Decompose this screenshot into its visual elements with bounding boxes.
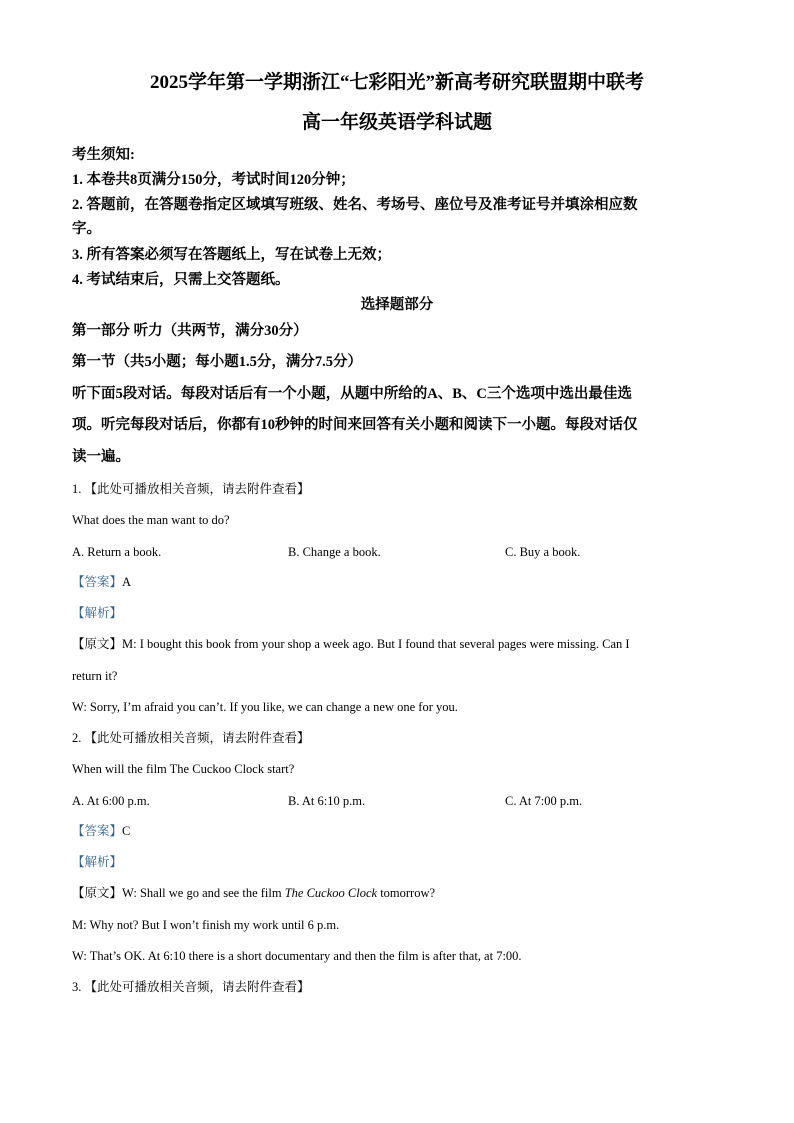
- analysis-label: 【解析】: [72, 606, 123, 620]
- notice-item: 2. 答题前，在答题卷指定区域填写班级、姓名、考场号、座位号及准考证号并填涂相应数: [72, 197, 638, 213]
- page-title: 2025学年第一学期浙江“七彩阳光”新高考研究联盟期中联考: [149, 72, 644, 93]
- audio-link-q1[interactable]: 1. 【此处可播放相关音频，请去附件查看】: [72, 482, 310, 496]
- notice-item: 3. 所有答案必须写在答题纸上，写在试卷上无效；: [72, 247, 391, 263]
- option-a: A. Return a book.: [72, 545, 162, 559]
- audio-link-q3[interactable]: 3. 【此处可播放相关音频，请去附件查看】: [72, 980, 310, 994]
- original-label: 【原文】: [72, 637, 123, 651]
- question-stem: What does the man want to do?: [72, 513, 230, 527]
- answer-value: C: [122, 824, 131, 838]
- transcript-text: W: Shall we go and see the film: [122, 886, 285, 900]
- instructions-line: 读一遍。: [72, 449, 130, 465]
- notice-item: 4. 考试结束后，只需上交答题纸。: [72, 272, 290, 288]
- option-c: C. Buy a book.: [505, 545, 581, 559]
- analysis-label: 【解析】: [72, 855, 123, 869]
- option-b: B. At 6:10 p.m.: [288, 794, 366, 808]
- answer-label: 【答案】: [72, 575, 123, 589]
- transcript-text: tomorrow?: [377, 886, 436, 900]
- original-line: [72, 887, 435, 900]
- transcript-text: M: Why not? But I won’t finish my work until 6 p.m.: [72, 918, 340, 932]
- instructions-line: 项。听完每段对话后，你都有10秒钟的时间来回答有关小题和阅读下一小题。每段对话仅: [72, 417, 638, 433]
- page-subtitle: 高一年级英语学科试题: [301, 112, 492, 133]
- question-stem: When will the film The Cuckoo Clock start?: [72, 762, 295, 776]
- option-c: C. At 7:00 p.m.: [505, 794, 583, 808]
- answer-value: A: [122, 575, 132, 589]
- answer-line: [72, 825, 130, 838]
- notice-item: 字。: [72, 221, 101, 237]
- option-a: A. At 6:00 p.m.: [72, 794, 150, 808]
- answer-line: [72, 576, 131, 589]
- transcript-text: return it?: [72, 669, 118, 683]
- part-heading: 第一部分 听力（共两节，满分30分）: [72, 323, 308, 339]
- notice-heading: 考生须知:: [72, 147, 135, 163]
- answer-label: 【答案】: [72, 824, 123, 838]
- option-b: B. Change a book.: [288, 545, 381, 559]
- transcript-text: M: I bought this book from your shop a week ago. But I found that several pages were missing. Can I: [122, 637, 630, 651]
- notice-item: 1. 本卷共8页满分150分，考试时间120分钟；: [72, 172, 355, 188]
- transcript-text: W: That’s OK. At 6:10 there is a short documentary and then the film is after that, at 7:00.: [72, 949, 522, 963]
- section-label: 选择题部分: [360, 297, 434, 313]
- instructions-line: 听下面5段对话。每段对话后有一个小题，从题中所给的A、B、C三个选项中选出最佳选: [72, 386, 632, 402]
- original-label: 【原文】: [72, 886, 123, 900]
- transcript-text: W: Sorry, I’m afraid you can’t. If you like, we can change a new one for you.: [72, 700, 458, 714]
- film-title: The Cuckoo Clock: [284, 886, 378, 900]
- original-line: [72, 638, 630, 651]
- sub-heading: 第一节（共5小题；每小题1.5分，满分7.5分）: [72, 354, 362, 370]
- audio-link-q2[interactable]: 2. 【此处可播放相关音频，请去附件查看】: [72, 731, 310, 745]
